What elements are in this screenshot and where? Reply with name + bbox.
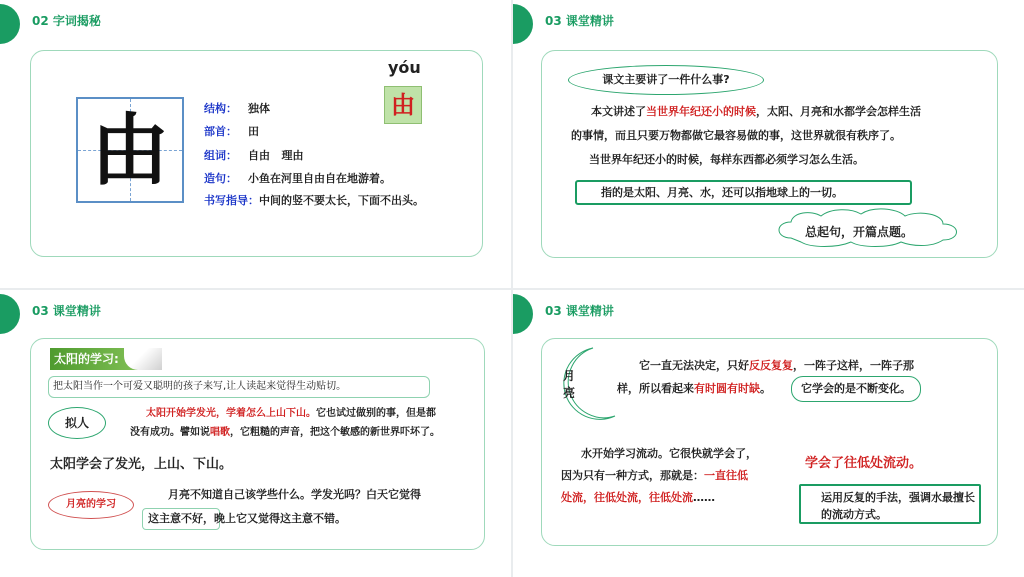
slide-sun[interactable] [0, 290, 511, 577]
water-line3: 处流，往低处流，往低处流…… [561, 491, 715, 504]
sun-para-line1: 太阳开始学发光，学着怎么上山下山。它也试过做别的事，但是都 [146, 408, 436, 419]
paragraph-1: 本文讲述了当世界年纪还小的时候，太阳、月亮和水都学会怎样生活 [591, 105, 921, 118]
section-tab [513, 294, 533, 334]
character: 由 [90, 105, 169, 196]
sun-summary: 太阳学会了发光，上山、下山。 [50, 457, 233, 472]
moon-note: 它学会的是不断变化。 [791, 376, 921, 402]
pinyin: yóu [388, 58, 421, 77]
moon-para-line1: 月亮不知道自己该学些什么。学发光吗？白天它觉得 [168, 488, 421, 501]
water-title: 学会了往低处流动。 [805, 456, 923, 471]
field-sentence: 造句： 小鱼在河里自由自在地游着。 [204, 172, 391, 185]
field-words: 组词： 自由 理由 [204, 149, 304, 162]
sun-study-tag: 太阳的学习: [50, 348, 160, 370]
section-tab [0, 294, 20, 334]
section-tab [513, 4, 533, 44]
water-line2: 因为只有一种方式，那就是：一直往低 [561, 469, 748, 482]
section-title: 03 课堂精讲 [32, 304, 101, 318]
slide-character[interactable] [0, 0, 511, 288]
explanation-box: 指的是太阳、月亮、水，还可以指地球上的一切。 [575, 180, 912, 205]
question-bubble: 课文主要讲了一件什么事? [568, 65, 764, 95]
slide-main-idea[interactable] [513, 0, 1024, 288]
paragraph-1-line2: 的事情，而且只要万物都做它最容易做的事，这世界就很有秩序了。 [571, 129, 901, 142]
moon-study-tag: 月亮的学习 [48, 491, 134, 519]
moon-para-line2: 这主意不好，晚上它又觉得这主意不错。 [148, 512, 346, 525]
section-title: 03 课堂精讲 [545, 14, 614, 28]
water-note-box: 运用反复的手法，强调水最擅长的流动方式。 [799, 484, 981, 524]
character-grid [76, 97, 184, 203]
sun-para-line2: 没有成功。譬如说唱歌，它粗糙的声音，把这个敏感的新世界吓坏了。 [130, 427, 440, 438]
water-line1: 水开始学习流动。它很快就学会了， [581, 447, 757, 460]
section-tab [0, 4, 20, 44]
cloud-text: 总起句，开篇点题。 [805, 225, 914, 239]
personify-label: 拟人 [48, 407, 106, 439]
section-title: 03 课堂精讲 [545, 304, 614, 318]
paragraph-2: 当世界年纪还小的时候，每样东西都必须学习怎么生活。 [589, 153, 864, 166]
moon-line2: 样，所以看起来有时圆有时缺。 [617, 382, 771, 395]
personify-explanation: 把太阳当作一个可爱又聪明的孩子来写,让人读起来觉得生动贴切。 [48, 376, 430, 398]
field-structure: 结构： 独体 [204, 102, 270, 115]
moon-line1: 它一直无法决定，只好反反复复，一阵子这样，一阵子那 [639, 359, 914, 372]
section-title: 02 字词揭秘 [32, 14, 101, 28]
moon-label: 月亮 [563, 369, 576, 400]
field-writing-guide: 书写指导：中间的竖不要太长，下面不出头。 [204, 194, 424, 207]
character-card: 由 [384, 86, 422, 124]
slide-moon-water[interactable] [513, 290, 1024, 577]
field-radical: 部首： 田 [204, 125, 259, 138]
